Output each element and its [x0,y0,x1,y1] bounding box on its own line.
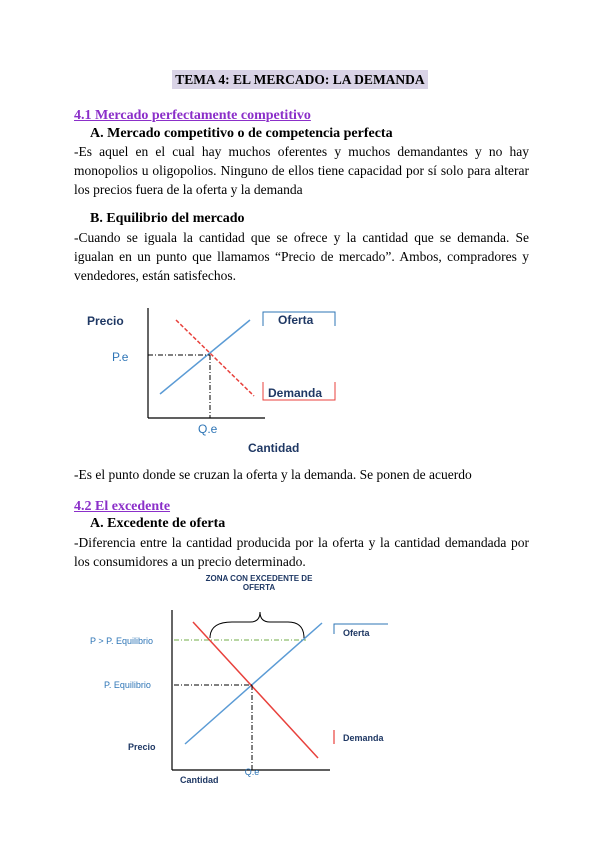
chart2-demand-label: Demanda [343,733,384,743]
chart1-supply-label: Oferta [278,313,314,327]
chart2-zone-brace [210,612,304,638]
subheading-competitive-market: A. Mercado competitivo o de competencia perfecta [90,126,393,141]
chart1-supply-line [160,320,250,394]
surplus-chart [0,570,600,790]
subheading-supply-surplus: A. Excedente de oferta [90,516,226,531]
chart2-y-label: Precio [128,742,156,752]
subheading-market-equilibrium: B. Equilibrio del mercado [90,211,245,226]
paragraph-equilibrium-caption: -Es el punto donde se cruzan la oferta y la demanda. Se ponen de acuerdo [74,467,472,482]
chart2-price-eq-tick: P. Equilibrio [104,680,151,690]
section-heading-2: 4.2 El excedente [74,499,171,514]
page-title: TEMA 4: EL MERCADO: LA DEMANDA [0,71,600,89]
chart2-zone-label-line2: OFERTA [242,583,276,592]
paragraph-supply-surplus: -Diferencia entre la cantidad producida por la oferta y la cantidad demandada por los consumidores a un precio determinado. [74,535,529,569]
paragraph-competitive-market: -Es aquel en el cual hay muchos oferentes y muchos demandantes y no hay monopolios u oligopolios. Ninguno de ellos tiene capacidad por sí solo para alterar los precios fuera de la oferta y la demanda [74,144,529,197]
chart2-x-label: Cantidad [180,775,219,785]
section-heading-1: 4.1 Mercado perfectamente competitivo [74,108,311,123]
chart2-price-high-tick: P > P. Equilibrio [90,636,153,646]
equilibrium-chart [0,290,600,460]
chart1-y-label: Precio [87,314,124,328]
chart1-demand-label: Demanda [268,386,323,400]
chart2-supply-line [185,623,322,744]
chart1-qty-tick: Q.e [198,422,218,436]
chart1-x-label: Cantidad [248,441,300,455]
chart2-supply-label: Oferta [343,628,370,638]
chart2-qty-tick: Q.e [244,767,260,777]
chart1-demand-line [176,320,254,396]
chart2-zone-label-line1: ZONA CON EXCEDENTE DE [205,574,313,583]
chart1-price-tick: P.e [112,350,129,364]
paragraph-market-equilibrium: -Cuando se iguala la cantidad que se ofrece y la cantidad que se demanda. Se igualan en un punto que llamamos “Precio de mercado”. Ambos, compradores y vendedores, están satisfechos. [74,230,529,283]
